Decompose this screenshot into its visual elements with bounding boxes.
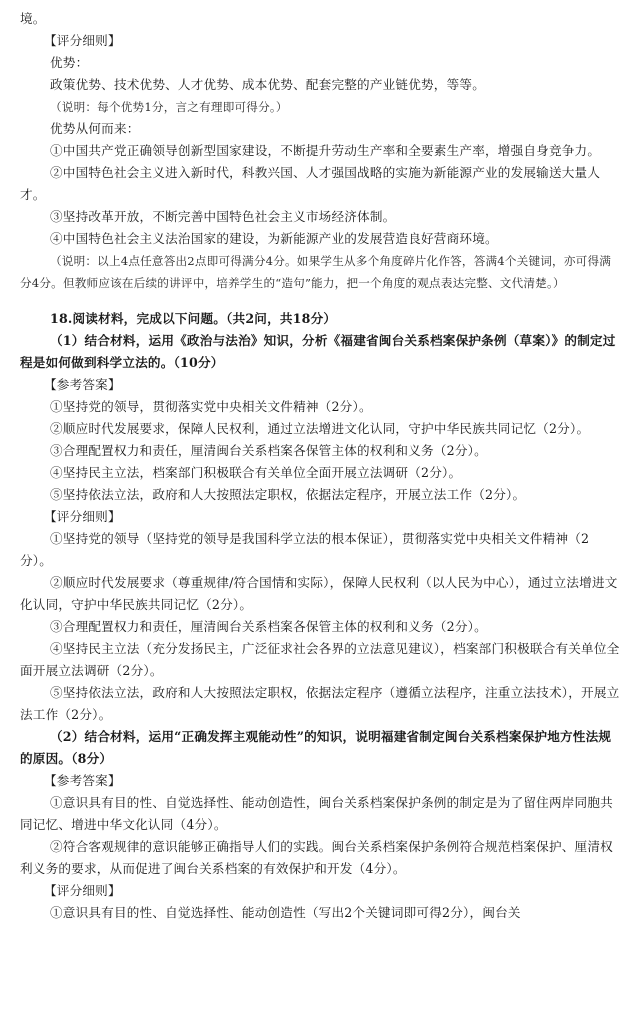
q18-2-answer: ①意识具有目的性、自觉选择性、能动创造性，闽台关系档案保护条例的制定是为了留住两岸同胞共同记忆、增进中华文化认同（4分）。 (20, 795, 613, 832)
q18-1-detail: ①坚持党的领导（坚持党的领导是我国科学立法的根本保证），贯彻落实党中央相关文件精神（2分）。 (20, 531, 590, 568)
q18-2-answer: ②符合客观规律的意识能够正确指导人们的实践。闽台关系档案保护条例符合规范档案保护、厘清权利义务的要求，从而促进了闽台关系档案的有效保护和开发（4分）。 (20, 839, 613, 876)
source-item: ③坚持改革开放，不断完善中国特色社会主义市场经济体制。 (50, 209, 396, 224)
source-item: ④中国特色社会主义法治国家的建设，为新能源产业的发展营造良好营商环境。 (50, 231, 498, 246)
section-gap (20, 294, 620, 308)
advantages-label: 优势： (50, 55, 89, 70)
q18-title: 18.阅读材料，完成以下问题。（共2问，共18分） (50, 311, 337, 326)
source-item: ②中国特色社会主义进入新时代，科教兴国、人才强国战略的实施为新能源产业的发展输送大量人才。 (20, 165, 601, 202)
source-label: 优势从何而来： (50, 121, 140, 136)
s17-detail-heading: 【评分细则】 (44, 33, 121, 48)
top-fragment: 境。 (20, 11, 46, 26)
advantages-note: （说明：每个优势1分，言之有理即可得分。） (50, 100, 288, 114)
q18-1-detail: ④坚持民主立法（充分发扬民主，广泛征求社会各界的立法意见建议），档案部门积极联合有关单位全面开展立法调研（2分）。 (20, 641, 620, 678)
q18-1-answer: ③合理配置权力和责任，厘清闽台关系档案各保管主体的权利和义务（2分）。 (50, 443, 487, 458)
q18-2-detail: ①意识具有目的性、自觉选择性、能动创造性（写出2个关键词即可得2分），闽台关 (50, 905, 521, 920)
q18-1-detail: ⑤坚持依法立法，政府和人大按照法定职权，依据法定程序（遵循立法程序，注重立法技术），开展立法工作（2分）。 (20, 685, 620, 722)
q18-1-ref-heading: 【参考答案】 (44, 377, 121, 392)
q18-2-ref-heading: 【参考答案】 (44, 773, 121, 788)
q18-1-answer: ②顺应时代发展要求，保障人民权利，通过立法增进文化认同，守护中华民族共同记忆（2分）。 (50, 421, 590, 436)
q18-1-detail: ③合理配置权力和责任，厘清闽台关系档案各保管主体的权利和义务（2分）。 (50, 619, 487, 634)
q18-1-detail-heading: 【评分细则】 (44, 509, 121, 524)
q18-1-answer: ⑤坚持依法立法，政府和人大按照法定职权，依据法定程序，开展立法工作（2分）。 (50, 487, 526, 502)
q18-2-question: （2）结合材料，运用“正确发挥主观能动性”的知识，说明福建省制定闽台关系档案保护地方性法规的原因。（8分） (20, 729, 612, 766)
q18-1-question: （1）结合材料，运用《政治与法治》知识，分析《福建省闽台关系档案保护条例（草案）》的制定过程是如何做到科学立法的。（10分） (20, 333, 616, 370)
advantages-list: 政策优势、技术优势、人才优势、成本优势、配套完整的产业链优势，等等。 (50, 77, 485, 92)
q18-1-detail: ②顺应时代发展要求（尊重规律/符合国情和实际），保障人民权利（以人民为中心），通过立法增进文化认同，守护中华民族共同记忆（2分）。 (20, 575, 618, 612)
source-item: ①中国共产党正确领导创新型国家建设，不断提升劳动生产率和全要素生产率，增强自身竞争力。 (50, 143, 601, 158)
q18-1-answer: ④坚持民主立法，档案部门积极联合有关单位全面开展立法调研（2分）。 (50, 465, 462, 480)
sources-note: （说明：以上4点任意答出2点即可得满分4分。如果学生从多个角度碎片化作答，答满4个关键词，亦可得满分4分。但教师应该在后续的讲评中，培养学生的“造句”能力，把一个角度的观点表达完整、文代清楚。） (20, 254, 612, 290)
q18-1-answer: ①坚持党的领导，贯彻落实党中央相关文件精神（2分）。 (50, 399, 372, 414)
document-page (20, 8, 620, 924)
q18-2-detail-heading: 【评分细则】 (44, 883, 121, 898)
